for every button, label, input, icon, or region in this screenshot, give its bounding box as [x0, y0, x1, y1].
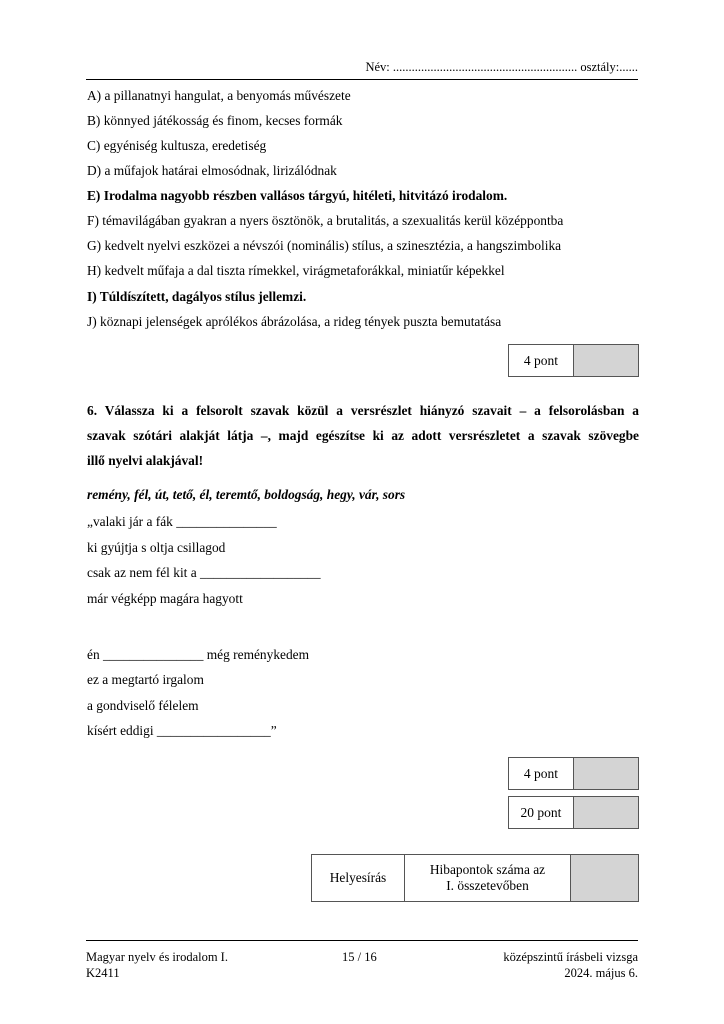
poem-line-2: ki gyújtja s oltja csillagod [87, 540, 226, 555]
score-box-total [508, 796, 639, 829]
score-box-2 [508, 757, 639, 790]
question-6-line-3: illő nyelvi alakjával! [87, 453, 204, 468]
score-entry-cell[interactable] [574, 758, 638, 789]
poem-line-7: a gondviselő félelem [87, 698, 199, 713]
question-6-instruction [87, 398, 639, 473]
error-points-label-line-1: Hibapontok száma az [429, 862, 546, 877]
option-j: J) köznapi jelenségek aprólékos ábrázolása, a rideg tények puszta bemutatása [87, 314, 502, 329]
footer-exam-level: középszintű írásbeli vizsga [503, 950, 638, 964]
spelling-evaluation-table [311, 854, 639, 902]
option-c: C) egyéniség kultusza, eredetiség [87, 138, 267, 153]
footer-rule [86, 940, 638, 941]
footer-page-number: 15 / 16 [342, 950, 377, 964]
question-6-line-1: 6. Válassza ki a felsorolt szavak közül a versrészlet hiányzó szavait – a felsorolásban a [87, 403, 639, 418]
option-d: D) a műfajok határai elmosódnak, lirizálódnak [87, 163, 337, 178]
option-f: F) témavilágában gyakran a nyers ösztönök, a brutalitás, a szexualitás kerül középpontba [87, 213, 564, 228]
error-points-entry-cell[interactable] [571, 855, 638, 901]
header-rule [86, 79, 638, 80]
option-h: H) kedvelt műfaja a dal tiszta rímekkel, virágmetaforákkal, miniatűr képekkel [87, 263, 505, 278]
option-e: E) Irodalma nagyobb részben vallásos tárgyú, hitéleti, hitvitázó irodalom. [87, 188, 508, 203]
option-a: A) a pillanatnyi hangulat, a benyomás művészete [87, 88, 351, 103]
poem-line-4: már végképp magára hagyott [87, 591, 243, 606]
question-6-line-2: szavak szótári alakját látja –, majd egészítse ki az adott versrészletet a szavak szövegbe [87, 428, 639, 443]
score-entry-cell[interactable] [574, 345, 638, 376]
error-points-label-line-2: I. összetevőben [446, 878, 529, 893]
header-name-class-line: Név: ........................................................... osztály:...... [365, 60, 638, 74]
footer-date: 2024. május 6. [564, 966, 638, 980]
poem-line-5: én _______________ még reménykedem [87, 647, 310, 662]
poem-line-8: kísért eddigi _________________” [87, 723, 277, 738]
option-b: B) könnyed játékosság és finom, kecses formák [87, 113, 343, 128]
word-list: remény, fél, út, tető, él, teremtő, boldogság, hegy, vár, sors [87, 487, 406, 502]
score-label: 20 pont [509, 797, 574, 828]
option-i: I) Túldíszített, dagályos stílus jellemzi. [87, 289, 307, 304]
score-label: 4 pont [509, 758, 574, 789]
score-label: 4 pont [509, 345, 574, 376]
poem-line-6: ez a megtartó irgalom [87, 672, 204, 687]
error-points-label [405, 855, 571, 901]
poem-line-3: csak az nem fél kit a __________________ [87, 565, 321, 580]
footer-subject: Magyar nyelv és irodalom I. [86, 950, 228, 964]
poem-line-1: „valaki jár a fák _______________ [87, 514, 277, 529]
footer-code: K2411 [86, 966, 120, 980]
option-g: G) kedvelt nyelvi eszközei a névszói (nominális) stílus, a szinesztézia, a hangszimbolika [87, 238, 562, 253]
spelling-label: Helyesírás [312, 855, 405, 901]
score-entry-cell[interactable] [574, 797, 638, 828]
score-box-1 [508, 344, 639, 377]
